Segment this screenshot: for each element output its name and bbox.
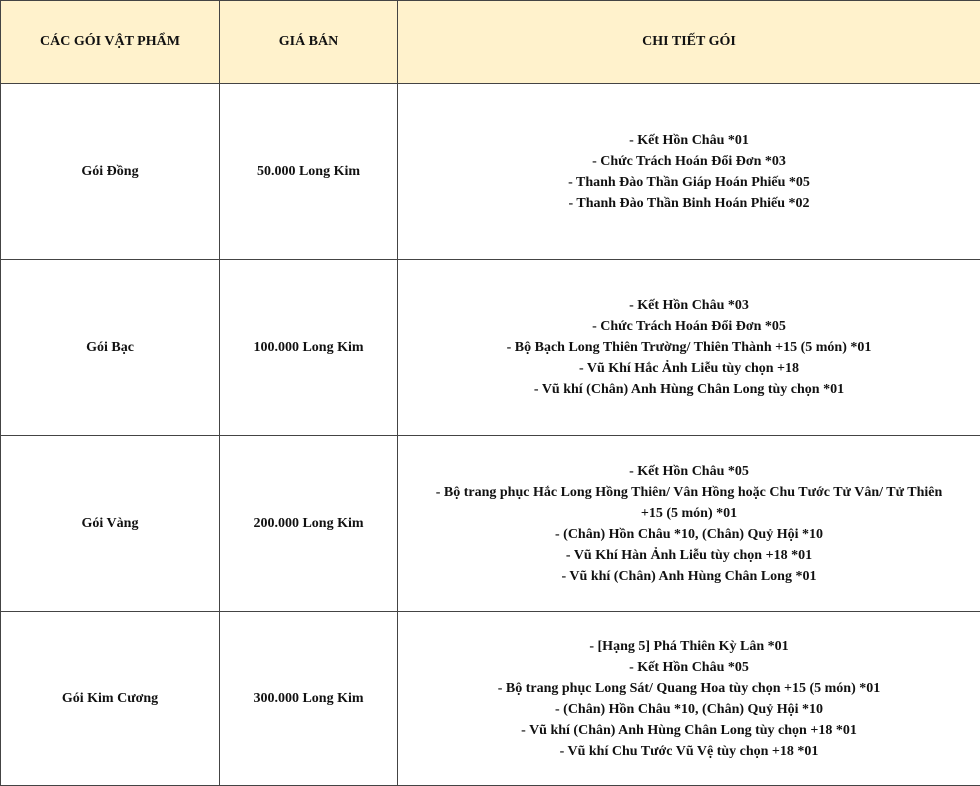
detail-line: - Chức Trách Hoán Đổi Đơn *05 xyxy=(592,319,786,334)
table-row xyxy=(1,260,980,436)
detail-line: - Thanh Đào Thần Binh Hoán Phiếu *02 xyxy=(568,195,810,211)
detail-line: - Vũ khí (Chân) Anh Hùng Chân Long *01 xyxy=(561,568,817,584)
detail-line: - Vũ khí (Chân) Anh Hùng Chân Long tùy chọn *01 xyxy=(533,382,845,397)
package-details xyxy=(398,260,980,436)
detail-line: - Vũ Khí Hắc Ảnh Liễu tùy chọn +18 xyxy=(578,361,800,376)
package-name: Gói Vàng xyxy=(1,436,220,612)
package-details xyxy=(398,84,980,260)
package-price: 300.000 Long Kim xyxy=(220,612,398,786)
detail-line: - Vũ khí (Chân) Anh Hùng Chân Long tùy chọn +18 *01 xyxy=(521,722,857,738)
table-header xyxy=(1,1,980,84)
detail-line: - Chức Trách Hoán Đổi Đơn *03 xyxy=(592,153,786,169)
detail-line: +15 (5 món) *01 xyxy=(640,505,738,521)
detail-line: - Vũ khí Chu Tước Vũ Vệ tùy chọn +18 *01 xyxy=(559,743,819,759)
package-details xyxy=(398,612,980,786)
header-packages: CÁC GÓI VẬT PHẨM xyxy=(1,1,220,84)
detail-line: - Kết Hồn Châu *05 xyxy=(629,463,749,479)
header-details: CHI TIẾT GÓI xyxy=(398,1,980,84)
header-price: GIÁ BÁN xyxy=(220,1,398,84)
detail-line: - Kết Hồn Châu *05 xyxy=(629,659,749,675)
package-name: Gói Bạc xyxy=(1,260,220,436)
detail-line: - Vũ Khí Hàn Ảnh Liễu tùy chọn +18 *01 xyxy=(565,547,813,563)
table-row xyxy=(1,84,980,260)
package-name: Gói Kim Cương xyxy=(1,612,220,786)
package-details xyxy=(398,436,980,612)
detail-line: - [Hạng 5] Phá Thiên Kỳ Lân *01 xyxy=(589,638,789,654)
detail-line: - Bộ Bạch Long Thiên Trường/ Thiên Thành +15 (5 món) *01 xyxy=(506,340,872,355)
detail-line: - Kết Hồn Châu *01 xyxy=(629,132,749,148)
detail-line: - (Chân) Hồn Châu *10, (Chân) Quỷ Hội *10 xyxy=(555,526,823,542)
header-row xyxy=(1,1,980,84)
package-price: 50.000 Long Kim xyxy=(220,84,398,260)
package-name: Gói Đồng xyxy=(1,84,220,260)
package-price: 200.000 Long Kim xyxy=(220,436,398,612)
detail-line: - Bộ trang phục Long Sát/ Quang Hoa tùy chọn +15 (5 món) *01 xyxy=(497,680,881,696)
table-row xyxy=(1,436,980,612)
detail-line: - Kết Hồn Châu *03 xyxy=(629,298,749,313)
detail-line: - (Chân) Hồn Châu *10, (Chân) Quỷ Hội *10 xyxy=(555,701,823,717)
package-price: 100.000 Long Kim xyxy=(220,260,398,436)
detail-line: - Bộ trang phục Hắc Long Hồng Thiên/ Vân Hồng hoặc Chu Tước Tử Vân/ Tử Thiên xyxy=(435,484,943,500)
detail-line: - Thanh Đào Thần Giáp Hoán Phiếu *05 xyxy=(568,174,810,190)
table-row xyxy=(1,612,980,786)
